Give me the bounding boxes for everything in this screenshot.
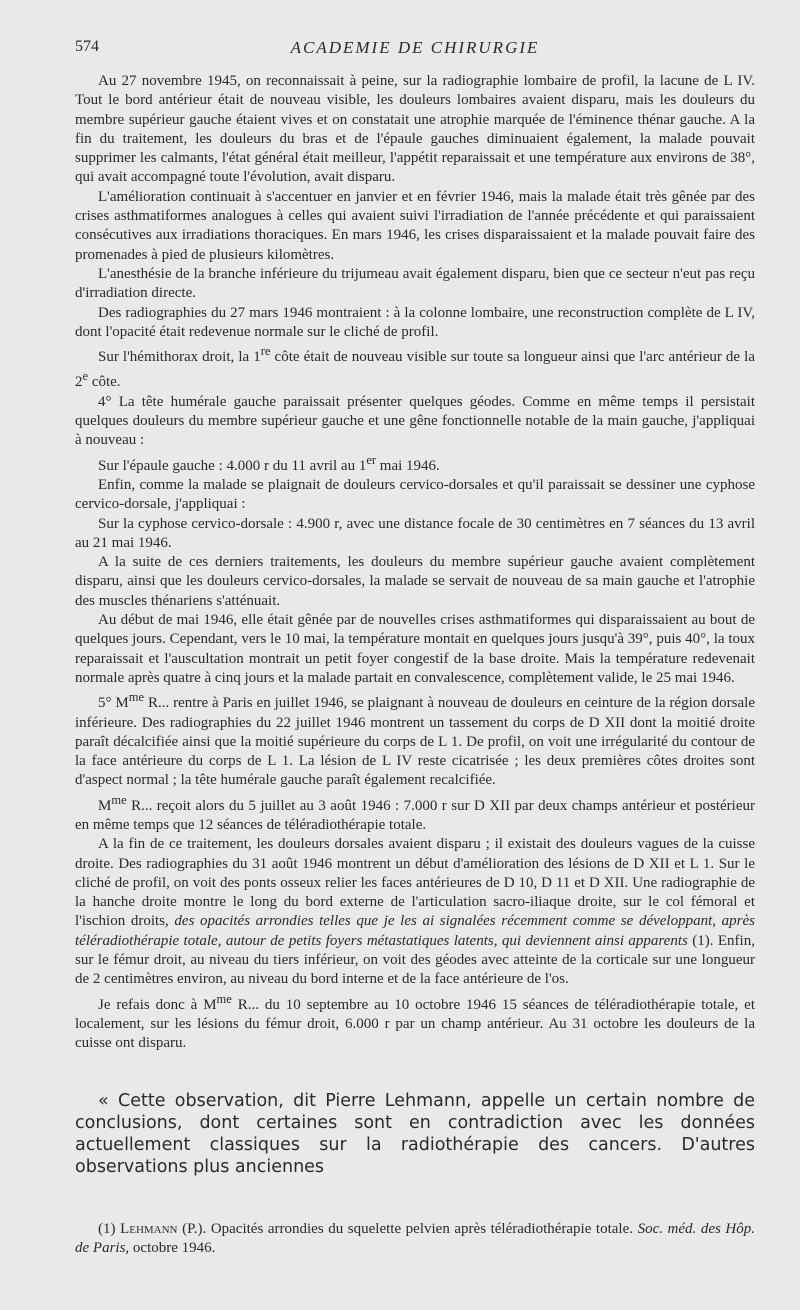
text-run: Sur l'épaule gauche : 4.000 r du 11 avril au 1 [98,457,367,474]
page-number: 574 [75,38,99,55]
running-title: ACADEMIE DE CHIRURGIE [290,38,540,57]
text-run: R... reçoit alors du 5 juillet au 3 août 1946 : 7.000 r sur D XII par deux champs antérieur et postérieur en même temps que 12 séances de téléradiothérapie totale. [75,797,755,833]
footnote-date: octobre 1946. [129,1240,216,1256]
paragraph: Enfin, comme la malade se plaignait de douleurs cervico-dorsales et qu'il paraissait se dessiner une cyphose cervico-dorsale, j'appliquai : [75,476,755,513]
text-run: côte était de nouveau visible sur toute sa longueur ainsi que l'arc antérieur de la 2 [75,349,755,391]
paragraph: Sur la cyphose cervico-dorsale : 4.900 r, avec une distance focale de 30 centimètres en 7 séances du 13 avril au 21 mai 1946. [75,515,755,551]
text-run: (P.). Opacités arrondies du squelette pelvien après téléradiothérapie totale. [177,1221,638,1237]
paragraph [75,990,755,1054]
paragraph: Au 27 novembre 1945, on reconnaissait à peine, sur la radiographie lombaire de profil, la lacune de L IV. Tout le bord antérieur était de nouveau visible, les douleurs lombaires avaient disparu, mais les douleurs du membre supérieur gauche étaient vives et on constatait une atrophie marquée de l'éminence thénar gauche. A la fin du traitement, les douleurs du bras et de l'épaule gauches diminuaient également, la malade pouvait supprimer les calmants, l'état général était meilleur, l'appétit reparaissait et une température aux environs de 38°, qui avait accompagné toute l'évolution, avait disparu. [75,73,755,186]
text-run: A la fin de ce traitement, les douleurs dorsales avaient disparu ; il existait des douleurs vagues de la cuisse droite. Des radiographies du 31 août 1946 montrent un début d'amélioration des lésions de D XII et L 1. Sur le cliché de profil, on voit des ponts osseux relier les faces antérieures de D 10, D 11 et D XII. Une radiographie de la hanche droite montre le long du bord externe de l'articulation sacro-iliaque droite, sur le col fémoral et l'ischion droits, [75,836,755,930]
italic-run: des opacités arrondies telles que je les ai signalées récemment comme se développant, après téléradiothérapie totale, autour de petits foyers métastatiques latents, qui deviennent ainsi apparents [75,913,755,949]
paragraph: L'anesthésie de la branche inférieure du trijumeau avait également disparu, bien que ce secteur n'eut pas reçu d'irradiation directe. [75,265,755,302]
footnote [75,1220,755,1258]
superscript: me [111,792,127,807]
paragraph [75,451,755,476]
footnote-author: Lehmann [120,1221,178,1237]
paragraph: Au début de mai 1946, elle était gênée par de nouvelles crises asthmatiformes qui disparaissaient au bout de quelques jours. Cependant, vers le 10 mai, la température montait en quelques jours jusqu'à 39°, puis 40°, la toux reparaissait et l'auscultation montrait un petit foyer congestif de la base droite. Mais la température redevenait normale après quatre à cinq jours et la malade partait en convalescence, complètement valide, le 25 mai 1946. [75,612,755,686]
paragraph: Des radiographies du 27 mars 1946 montraient : à la colonne lombaire, une reconstruction complète de L IV, dont l'opacité était redevenue normale sur le cliché de profil. [75,304,755,340]
footnote-journal: Soc. méd. des Hôp. de Paris, [75,1221,755,1256]
paragraph [75,791,755,836]
footnote-text [75,1220,755,1258]
superscript: re [260,344,271,359]
quotation-block [75,1090,755,1178]
text-run: Je refais donc à M [98,996,217,1013]
body-text [75,72,755,1054]
text-run: M [98,797,112,814]
text-run: côte. [88,374,121,391]
text-run: mai 1946. [376,457,440,474]
quotation-text: « Cette observation, dit Pierre Lehmann, appelle un certain nombre de conclusions, dont certaines sont en contradiction avec les données actuellement classiques sur la radiothérapie des cancers. D'autres observations plus anciennes [75,1091,755,1177]
text-run: 5° M [98,695,129,712]
text-run: R... rentre à Paris en juillet 1946, se plaignant à nouveau de douleurs en ceinture de la région dorsale inférieure. Des radiographies du 22 juillet 1946 montrent un tassement du corps de D XII dont la moitié droite paraît décalcifiée ainsi que la moitié supérieure du corps de L 1. De profil, on voit une irrégularité du contour de la face antérieure du corps de L 1. La lésion de L IV reste cicatrisée ; les deux premières côtes droites sont d'aspect normal ; la tête humérale gauche paraît également recalcifiée. [75,695,755,789]
paragraph [75,835,755,989]
superscript: er [366,452,377,467]
superscript: e [82,369,89,384]
text-run: (1). Enfin, sur le fémur droit, au niveau du tiers inférieur, on voit des géodes avec atteinte de la corticale sur une longueur de 2 centimètres environ, au niveau du bord interne et de la face antérieure de l'os. [75,932,755,988]
text-run: R... du 10 septembre au 10 octobre 1946 15 séances de téléradiothérapie totale, et localement, sur les lésions du fémur droit, 6.000 r par un champ antérieur. Au 31 octobre les douleurs de la cuisse ont disparu. [75,996,755,1052]
superscript: me [216,991,232,1006]
page-header [75,38,755,58]
paragraph: L'amélioration continuait à s'accentuer en janvier et en février 1946, mais la malade était très gênée par des crises asthmatiformes analogues à celles qui avaient suivi l'irradiation de l'année précédente et qui paraissaient consécutives aux irradiations thoraciques. En mars 1946, les crises disparaissaient et la malade pouvait faire des promenades à pied de plusieurs kilomètres. [75,188,755,263]
paragraph: A la suite de ces derniers traitements, les douleurs du membre supérieur gauche avaient complètement disparu, ainsi que les douleurs cervico-dorsales, la malade se servait de nouveau de sa main gauche et l'atrophie des muscles thénariens s'atténuait. [75,554,755,609]
paragraph [75,342,755,393]
paragraph [75,688,755,790]
text-run: Sur l'hémithorax droit, la 1 [98,349,261,366]
paragraph: 4° La tête humérale gauche paraissait présenter quelques géodes. Comme en même temps il persistait quelques douleurs du membre supérieur gauche et une gêne fonctionnelle notable de la main gauche, j'appliquai à nouveau : [75,393,755,449]
footnote-marker: (1) [98,1221,121,1237]
superscript: me [128,690,145,705]
